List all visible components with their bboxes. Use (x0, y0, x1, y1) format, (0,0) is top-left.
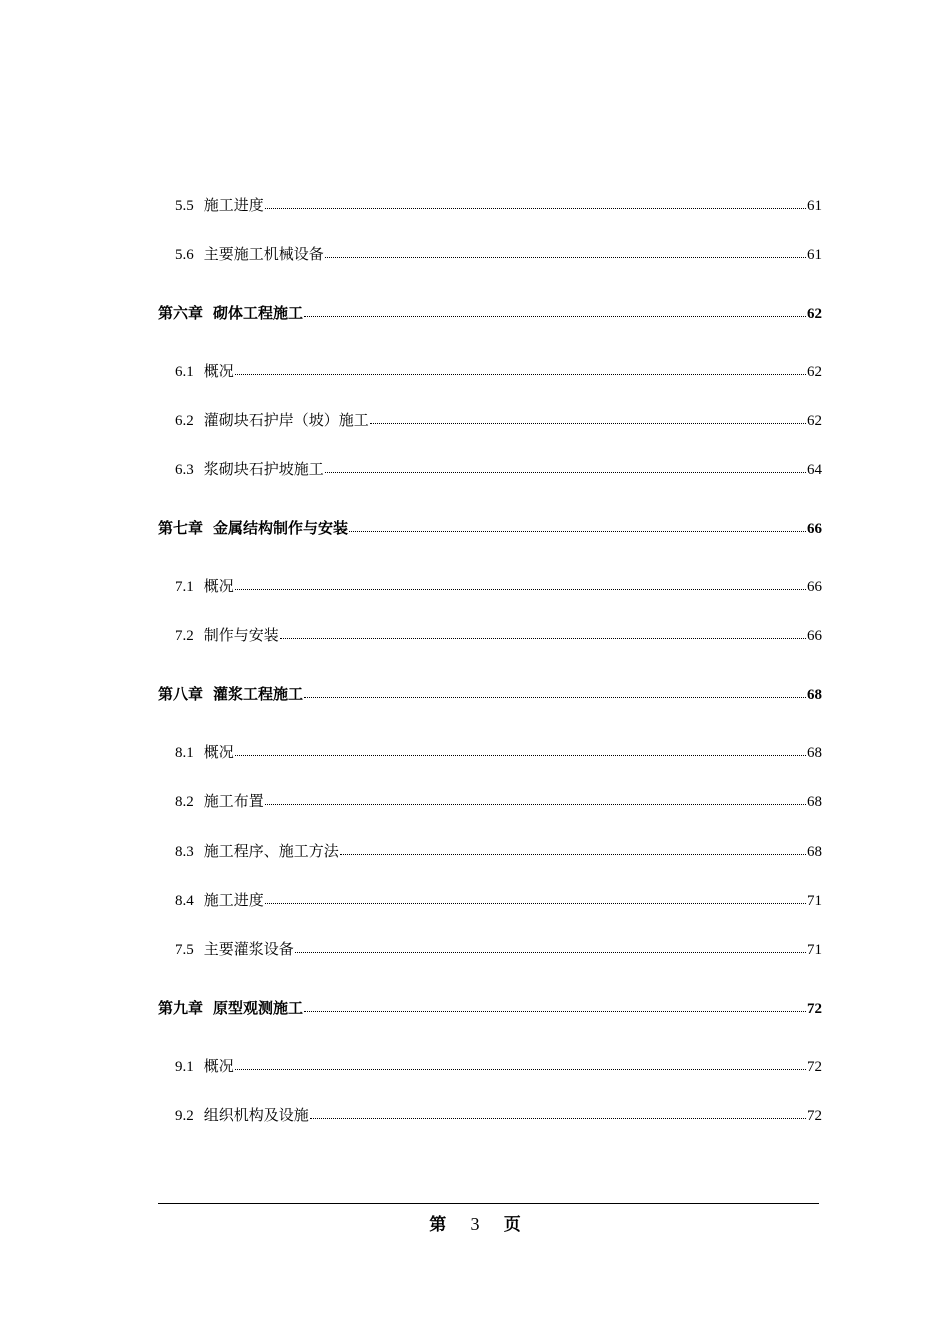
toc-chapter-9[interactable] (158, 999, 822, 1019)
toc-entry-7-2[interactable] (158, 626, 822, 646)
toc-entry-title: 概况 (203, 745, 234, 761)
toc-entry-6-3[interactable] (158, 460, 822, 480)
toc-entry-number: 9.2 (175, 1108, 194, 1124)
toc-entry-page: 71 (807, 893, 822, 909)
toc-entry-title: 浆砌块石护坡施工 (203, 462, 324, 478)
dot-leader (295, 940, 806, 954)
toc-entry-number: 5.6 (175, 247, 194, 263)
toc-chapter-title: 灌浆工程施工 (213, 687, 304, 703)
toc-entry-number: 8.4 (175, 893, 194, 909)
dot-leader (304, 999, 806, 1013)
page-footer (0, 1210, 950, 1235)
dot-leader (304, 685, 806, 699)
toc-entry-title: 灌砌块石护岸（坡）施工 (203, 413, 369, 429)
toc-entry-title: 概况 (203, 579, 234, 595)
toc-entry-page: 66 (807, 628, 822, 644)
toc-entry-title: 主要施工机械设备 (203, 247, 324, 263)
toc-entry-page: 64 (807, 462, 822, 478)
toc-chapter-number: 第六章 (158, 306, 204, 322)
toc-entry-8-4[interactable] (158, 891, 822, 911)
toc-chapter-title: 砌体工程施工 (213, 306, 304, 322)
dot-leader (235, 743, 806, 757)
toc-chapter-8[interactable] (158, 685, 822, 705)
toc-entry-9-1[interactable] (158, 1057, 822, 1077)
page-label-prefix: 第 (429, 1215, 447, 1234)
dot-leader (235, 577, 806, 591)
toc-entry-page: 62 (807, 364, 822, 380)
dot-leader (235, 362, 806, 376)
toc-entry-6-2[interactable] (158, 411, 822, 431)
dot-leader (265, 196, 806, 210)
toc-entry-page: 61 (807, 198, 822, 214)
toc-entry-number: 8.2 (175, 794, 194, 810)
toc-entry-title: 施工布置 (203, 794, 264, 810)
page-number: 3 (470, 1214, 480, 1234)
toc-entry-page: 68 (807, 794, 822, 810)
toc-entry-page: 72 (807, 1108, 822, 1124)
toc-entry-title: 组织机构及设施 (203, 1108, 309, 1124)
dot-leader (370, 411, 806, 425)
dot-leader (280, 626, 806, 640)
toc-chapter-number: 第九章 (158, 1001, 204, 1017)
toc-chapter-page: 62 (807, 306, 822, 322)
toc-entry-page: 68 (807, 745, 822, 761)
dot-leader (265, 891, 806, 905)
toc-entry-8-1[interactable] (158, 743, 822, 763)
toc-entry-number: 6.3 (175, 462, 194, 478)
footer-divider (158, 1203, 819, 1204)
dot-leader (310, 1106, 806, 1120)
toc-entry-number: 8.3 (175, 844, 194, 860)
toc-chapter-6[interactable] (158, 304, 822, 324)
dot-leader (325, 245, 806, 259)
toc-chapter-page: 72 (807, 1001, 822, 1017)
toc-entry-title: 施工程序、施工方法 (203, 844, 339, 860)
toc-chapter-number: 第八章 (158, 687, 204, 703)
toc-entry-title: 施工进度 (203, 198, 264, 214)
dot-leader (325, 460, 806, 474)
toc-entry-number: 7.5 (175, 942, 194, 958)
toc-entry-number: 7.2 (175, 628, 194, 644)
dot-leader (349, 519, 806, 533)
toc-chapter-title: 金属结构制作与安装 (213, 521, 349, 537)
toc-entry-page: 66 (807, 579, 822, 595)
toc-chapter-number: 第七章 (158, 521, 204, 537)
toc-entry-5-6[interactable] (158, 245, 822, 265)
toc-entry-title: 主要灌浆设备 (203, 942, 294, 958)
toc-entry-page: 72 (807, 1059, 822, 1075)
dot-leader (304, 304, 806, 318)
toc-entry-number: 8.1 (175, 745, 194, 761)
toc-chapter-7[interactable] (158, 519, 822, 539)
toc-entry-page: 61 (807, 247, 822, 263)
toc-entry-title: 制作与安装 (203, 628, 279, 644)
toc-entry-6-1[interactable] (158, 362, 822, 382)
toc-entry-number: 7.1 (175, 579, 194, 595)
dot-leader (340, 842, 806, 856)
toc-entry-8-3[interactable] (158, 842, 822, 862)
toc-entry-title: 施工进度 (203, 893, 264, 909)
toc-entry-number: 6.1 (175, 364, 194, 380)
toc-entry-page: 68 (807, 844, 822, 860)
toc-entry-7-5[interactable] (158, 940, 822, 960)
toc-entry-8-2[interactable] (158, 792, 822, 812)
toc-chapter-page: 66 (807, 521, 822, 537)
toc-entry-page: 62 (807, 413, 822, 429)
toc-entry-9-2[interactable] (158, 1106, 822, 1126)
toc-chapter-page: 68 (807, 687, 822, 703)
toc-entry-number: 6.2 (175, 413, 194, 429)
toc-entry-title: 概况 (203, 1059, 234, 1075)
toc-entry-page: 71 (807, 942, 822, 958)
toc-entry-7-1[interactable] (158, 577, 822, 597)
toc-entry-number: 9.1 (175, 1059, 194, 1075)
toc-entry-5-5[interactable] (158, 196, 822, 216)
toc-entry-number: 5.5 (175, 198, 194, 214)
page-label-suffix: 页 (503, 1215, 521, 1234)
toc-entry-title: 概况 (203, 364, 234, 380)
dot-leader (265, 792, 806, 806)
toc-chapter-title: 原型观测施工 (213, 1001, 304, 1017)
dot-leader (235, 1057, 806, 1071)
